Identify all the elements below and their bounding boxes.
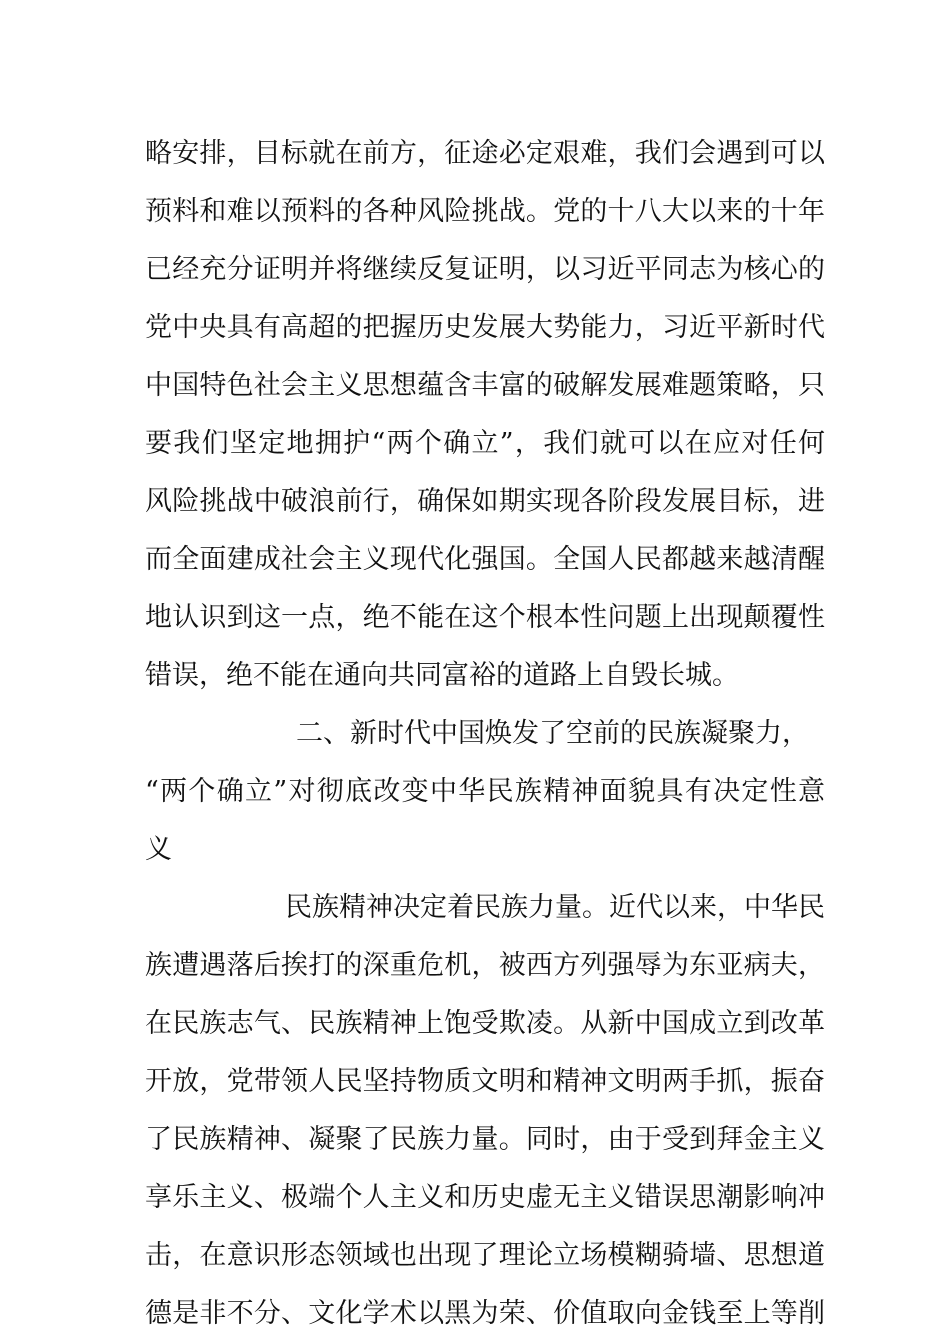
text-line: 享乐主义、极端个人主义和历史虚无主义错误思潮影响冲 xyxy=(145,1182,825,1213)
text-line: 错误，绝不能在通向共同富裕的道路上自毁长城。 xyxy=(145,660,739,691)
section-heading-line: “两个确立”对彻底改变中华民族精神面貌具有决定性意 xyxy=(145,776,825,807)
text-line: 民族精神决定着民族力量。近代以来，中华民 xyxy=(285,892,825,923)
text-line: 开放，党带领人民坚持物质文明和精神文明两手抓，振奋 xyxy=(145,1066,825,1097)
text-line: 党中央具有高超的把握历史发展大势能力，习近平新时代 xyxy=(145,312,825,343)
text-line: 要我们坚定地拥护“两个确立”，我们就可以在应对任何 xyxy=(145,428,825,459)
text-line: 中国特色社会主义思想蕴含丰富的破解发展难题策略，只 xyxy=(145,370,825,401)
text-line: 而全面建成社会主义现代化强国。全国人民都越来越清醒 xyxy=(145,544,825,575)
text-line: 风险挑战中破浪前行，确保如期实现各阶段发展目标，进 xyxy=(145,486,825,517)
text-line: 了民族精神、凝聚了民族力量。同时，由于受到拜金主义 xyxy=(145,1124,825,1155)
text-line: 略安排，目标就在前方，征途必定艰难，我们会遇到可以 xyxy=(145,138,825,169)
text-line: 预料和难以预料的各种风险挑战。党的十八大以来的十年 xyxy=(145,196,825,227)
text-line: 在民族志气、民族精神上饱受欺凌。从新中国成立到改革 xyxy=(145,1008,825,1039)
text-line: 德是非不分、文化学术以黑为荣、价值取向金钱至上等削 xyxy=(145,1298,825,1329)
section-heading-line: 二、新时代中国焕发了空前的民族凝聚力， xyxy=(296,718,809,749)
text-line: 地认识到这一点，绝不能在这个根本性问题上出现颠覆性 xyxy=(145,602,825,633)
text-line: 族遭遇落后挨打的深重危机，被西方列强辱为东亚病夫， xyxy=(145,950,825,981)
section-heading-line: 义 xyxy=(145,834,172,865)
text-line: 已经充分证明并将继续反复证明，以习近平同志为核心的 xyxy=(145,254,825,285)
text-line: 击，在意识形态领域也出现了理论立场模糊骑墙、思想道 xyxy=(145,1240,825,1271)
